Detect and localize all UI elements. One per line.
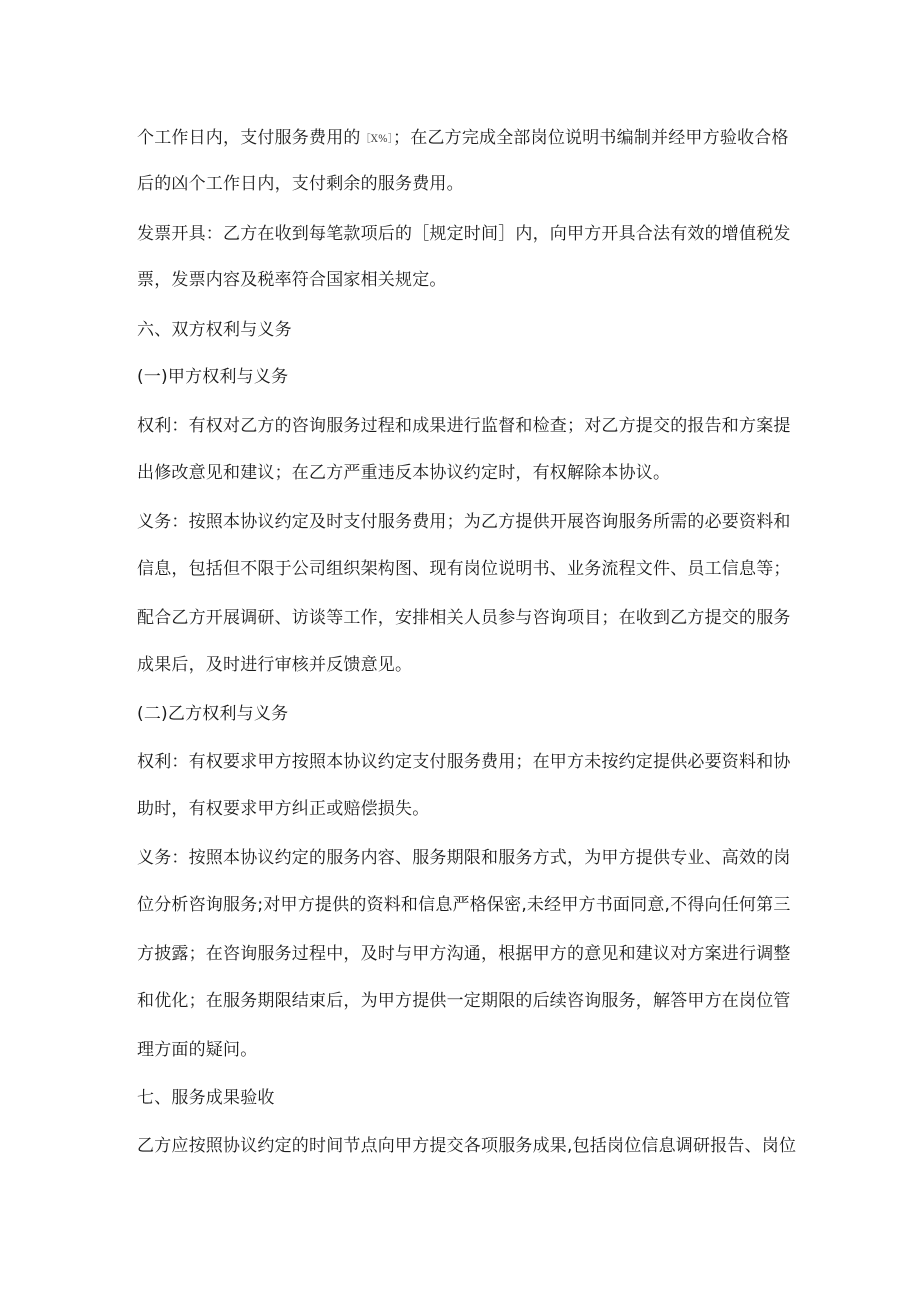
text-line-8: 出修改意见和建议；在乙方严重违反本协议约定时，有权解除本协议。 [137,463,671,483]
text-line-22: 乙方应按照协议约定的时间节点向甲方提交各项服务成果,包括岗位信息调研报告、岗位 [137,1136,797,1156]
text-segment: 个工作日内，支付服务费用的 [137,128,361,148]
placeholder-mark: ［X%］ [360,134,394,145]
text-line-18: 方披露；在咨询服务过程中，及时与甲方沟通，根据甲方的意见和建议对方案进行调整 [137,944,791,964]
text-line-10: 信息，包括但不限于公司组织架构图、现有岗位说明书、业务流程文件、员工信息等； [137,559,791,579]
text-line-3: 发票开具：乙方在收到每笔款项后的［规定时间］内，向甲方开具合法有效的增值税发 [137,224,791,244]
text-line-2: 后的凶个工作日内，支付剩余的服务费用。 [137,174,464,194]
section-heading-7: 七、服务成果验收 [137,1088,275,1108]
text-line-16: 义务：按照本协议约定的服务内容、服务期限和服务方式，为甲方提供专业、高效的岗 [137,848,791,868]
text-line-20: 理方面的疑问。 [137,1040,258,1060]
text-line-7: 权利：有权对乙方的咨询服务过程和成果进行监督和检查；对乙方提交的报告和方案提 [137,416,791,436]
section-heading-6: 六、双方权利与义务 [137,320,292,340]
text-line-12: 成果后，及时进行审核并反馈意见。 [137,655,413,675]
text-line-1 [137,126,787,152]
text-line-14: 权利：有权要求甲方按照本协议约定支付服务费用；在甲方未按约定提供必要资料和协 [137,752,791,772]
text-line-19: 和优化；在服务期限结束后，为甲方提供一定期限的后续咨询服务，解答甲方在岗位管 [137,991,791,1011]
text-line-11: 配合乙方开展调研、访谈等工作，安排相关人员参与咨询项目；在收到乙方提交的服务 [137,608,791,628]
text-line-9: 义务：按照本协议约定及时支付服务费用；为乙方提供开展咨询服务所需的必要资料和 [137,512,791,532]
subsection-heading-party-b: (二)乙方权利与义务 [137,704,289,724]
text-line-17: 位分析咨询服务;对甲方提供的资料和信息严格保密,未经甲方书面同意,不得向任何第三 [137,895,791,915]
text-segment: ；在乙方完成全部岗位说明书编制并经甲方验收合格 [393,128,789,148]
text-line-15: 助时，有权要求甲方纠正或赔偿损失。 [137,799,430,819]
text-line-4: 票，发票内容及税率符合国家相关规定。 [137,270,447,290]
subsection-heading-party-a: (一)甲方权利与义务 [137,367,289,387]
